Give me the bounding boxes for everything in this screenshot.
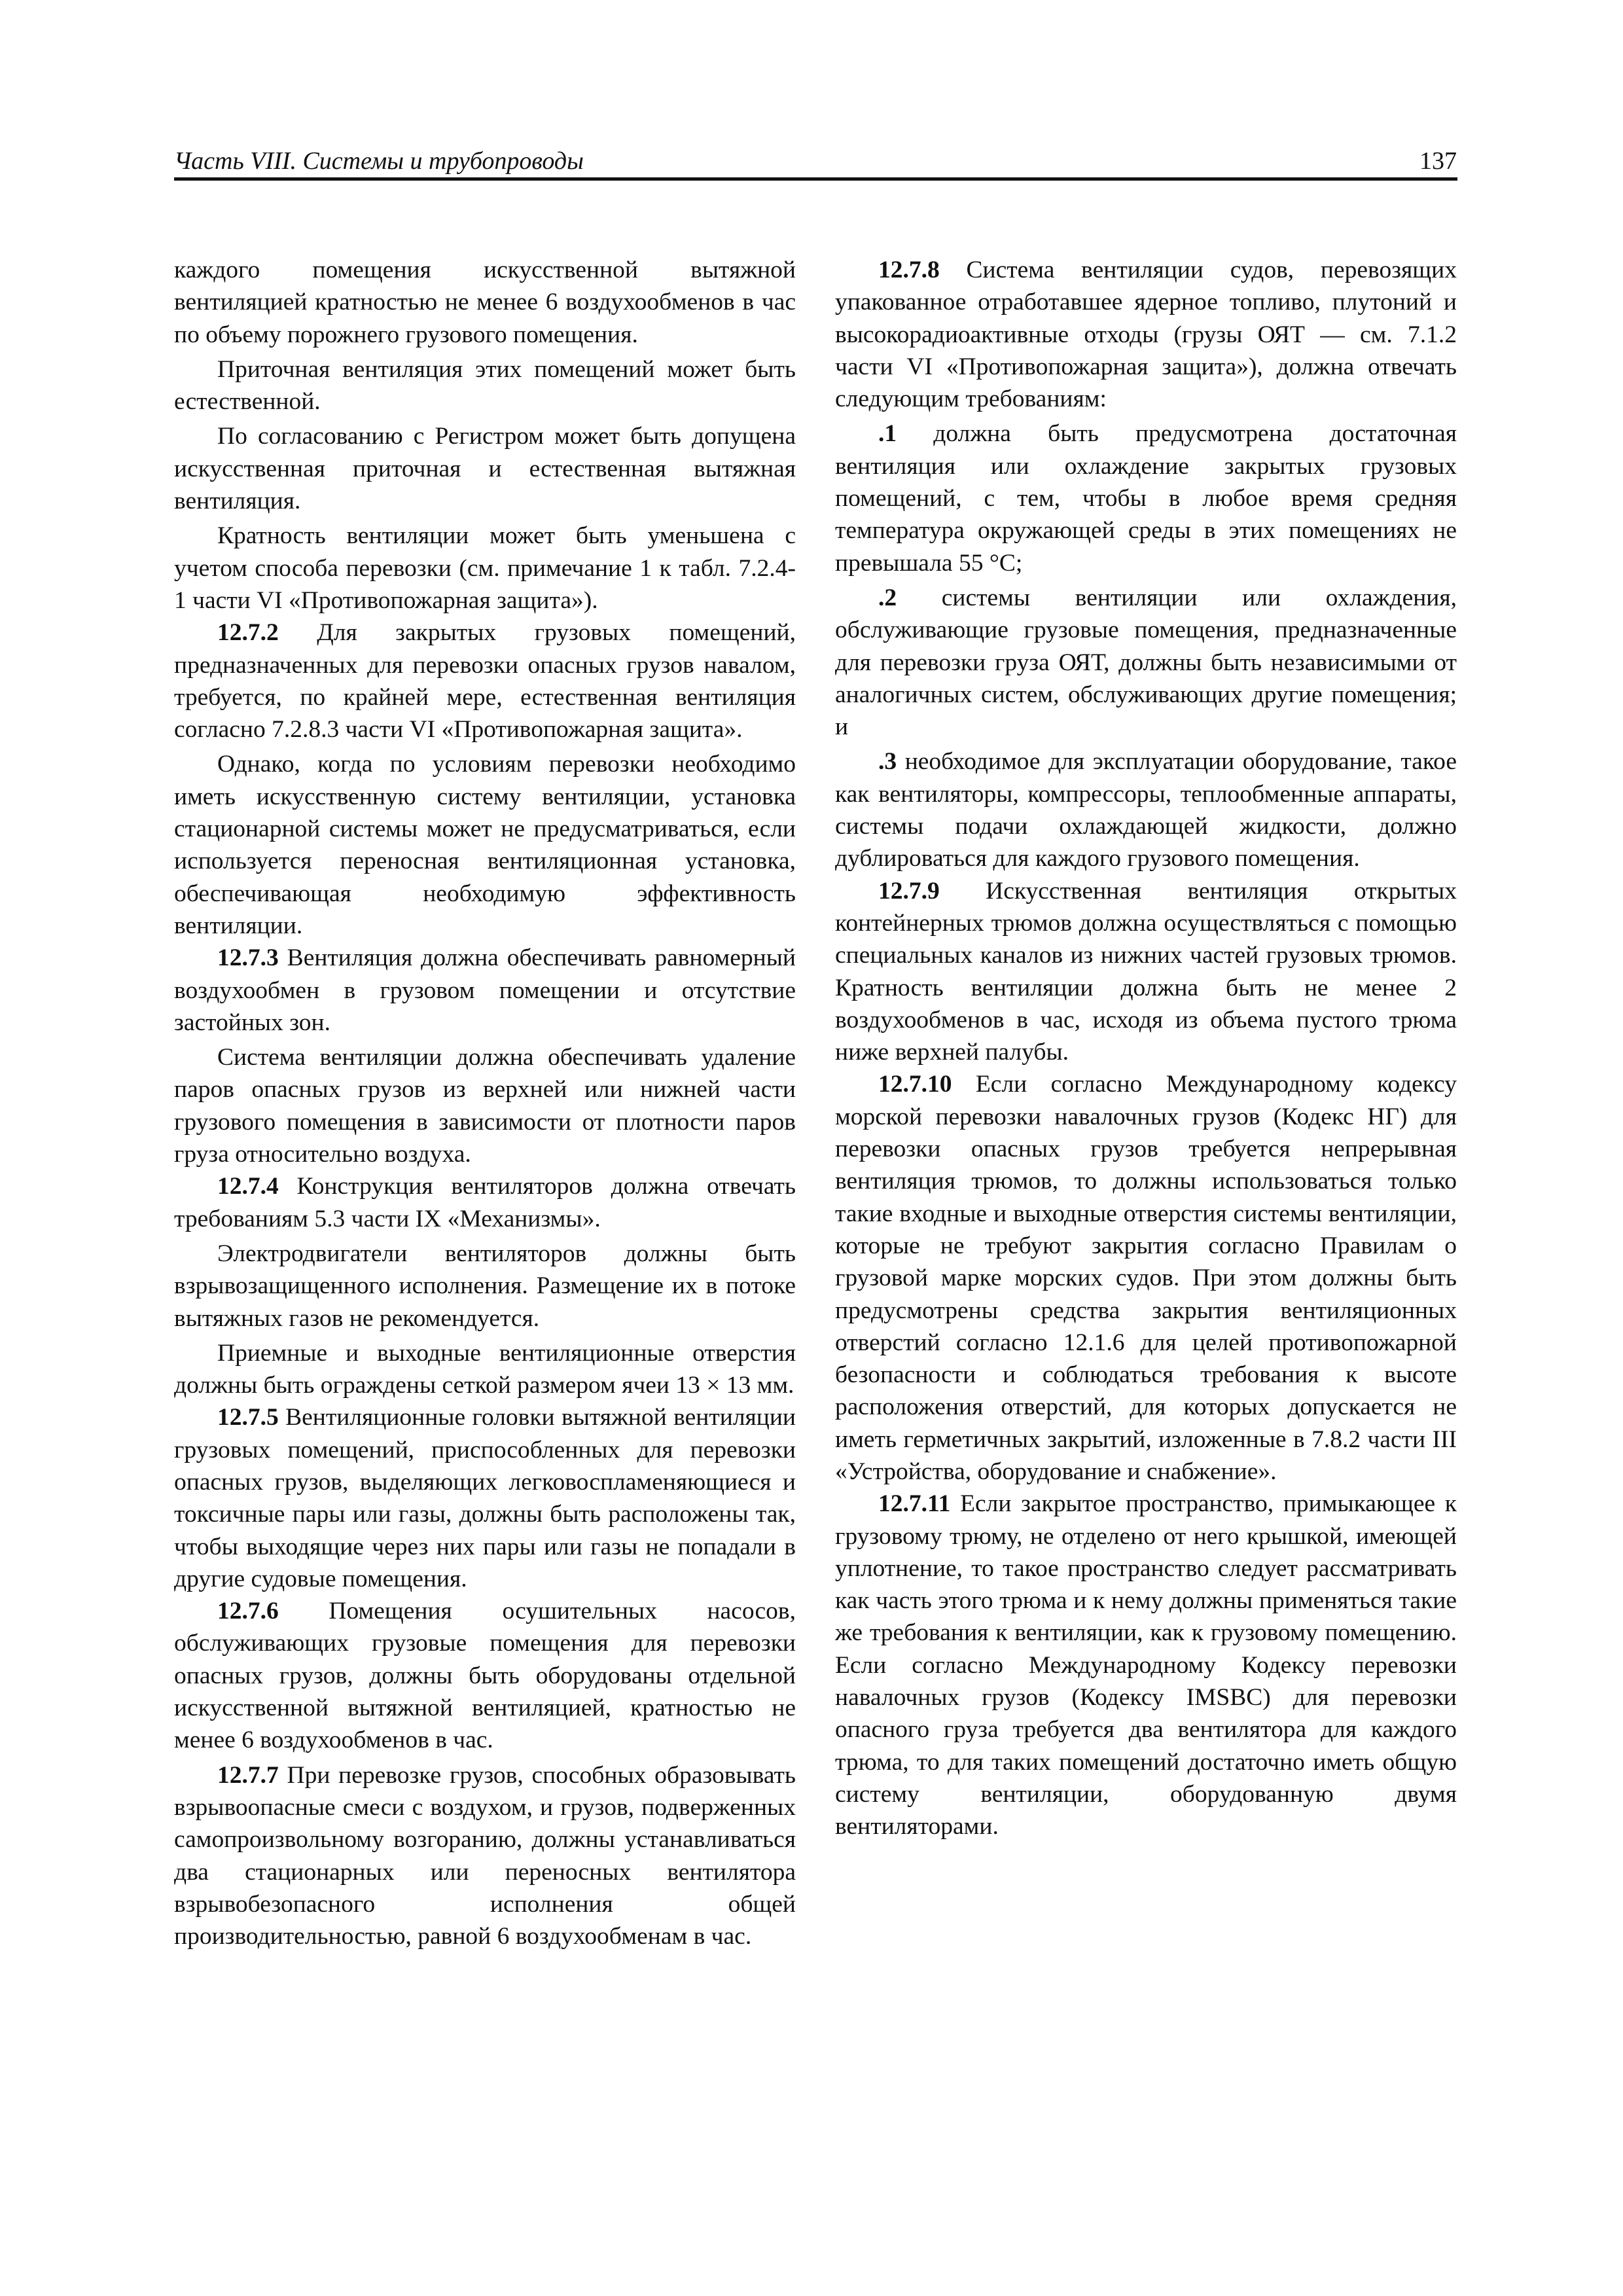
section-12-7-2: [174, 617, 796, 745]
paragraph: Однако, когда по условиям перевозки необходимо иметь искусственную систему вентиляции, установка стационарной системы может не предусматриваться, если используется переносная вентиляционная установка, обеспечивающая необходимую эффективность вентиляции.: [174, 751, 796, 939]
paragraph-text: Помещения осушительных насосов, обслуживающих грузовые помещения для перевозки опасных грузов, должны быть оборудованы отдельной искусственной вытяжной вентиляцией, кратностью не менее 6 воздухообменов в час.: [174, 1598, 796, 1754]
list-number: .1: [878, 420, 897, 448]
paragraph: Приемные и выходные вентиляционные отверстия должны быть ограждены сеткой размером ячеи 13 × 13 мм.: [174, 1339, 796, 1399]
section-number: 12.7.10: [878, 1071, 952, 1098]
page-number: 137: [1419, 147, 1457, 175]
section-12-7-6: [174, 1595, 796, 1756]
section-number: 12.7.4: [217, 1173, 279, 1200]
section-number: 12.7.5: [217, 1404, 279, 1431]
paragraph: По согласованию с Регистром может быть допущена искусственная приточная и естественная вытяжная вентиляция.: [174, 423, 796, 515]
header-title: Часть VIII. Системы и трубопроводы: [174, 147, 584, 175]
paragraph-text: должна быть предусмотрена достаточная вентиляция или охлаждение закрытых грузовых помещений, с тем, чтобы в любое время средняя температура окружающей среды в этих помещениях не превышала 55 °С;: [835, 420, 1457, 577]
left-column: [174, 254, 796, 1952]
paragraph: каждого помещения искусственной вытяжной вентиляцией кратностью не менее 6 воздухообменов в час по объему порожнего грузового помещения.: [174, 257, 796, 348]
section-number: 12.7.6: [217, 1598, 279, 1625]
section-number: 12.7.9: [878, 877, 940, 905]
list-item-2: [835, 582, 1457, 743]
paragraph: Система вентиляции должна обеспечивать удаление паров опасных грузов из верхней или нижней части грузового помещения в зависимости от плотности паров груза относительно воздуха.: [174, 1044, 796, 1168]
section-12-7-11: [835, 1488, 1457, 1842]
section-12-7-9: [835, 875, 1457, 1069]
paragraph-text: Если согласно Международному кодексу морской перевозки навалочных грузов (Кодекс НГ) для перевозки опасных грузов требуется непрерывная вентиляция трюмов, то должны использоваться только такие входные и выходные отверстия системы вентиляции, которые не требуют закрытия согласно Правилам о грузовой марке морских судов. При этом должны быть предусмотрены средства закрытия вентиляционных отверстий согласно 12.1.6 для целей противопожарной безопасности и соблюдаться требования к высоте расположения отверстий, для которых допускается не иметь герметичных закрытий, изложенные в 7.8.2 части III «Устройства, оборудование и снабжение».: [835, 1071, 1457, 1485]
paragraph-text: Конструкция вентиляторов должна отвечать требованиям 5.3 части IX «Механизмы».: [174, 1173, 796, 1232]
section-12-7-10: [835, 1068, 1457, 1488]
section-12-7-8: [835, 254, 1457, 415]
section-number: 12.7.8: [878, 257, 940, 283]
section-number: 12.7.7: [217, 1761, 279, 1789]
paragraph-text: системы вентиляции или охлаждения, обслуживающие грузовые помещения, предназначенные для перевозки груза ОЯТ, должны быть независимыми от аналогичных систем, обслуживающих другие помещения; и: [835, 584, 1457, 741]
paragraph-text: Система вентиляции судов, перевозящих упакованное отработавшее ядерное топливо, плутоний и высокорадиоактивные отходы (грузы ОЯТ — см. 7.1.2 части VI «Противопожарная защита»), должна отвечать следующим требованиям:: [835, 257, 1457, 413]
section-number: 12.7.3: [217, 944, 279, 972]
list-number: .2: [878, 584, 897, 611]
header-rule: [174, 177, 1457, 181]
paragraph: Кратность вентиляции может быть уменьшена с учетом способа перевозки (см. примечание 1 к табл. 7.2.4-1 части VI «Противопожарная защита»).: [174, 522, 796, 614]
section-12-7-5: [174, 1401, 796, 1595]
paragraph: Электродвигатели вентиляторов должны быть взрывозащищенного исполнения. Размещение их в потоке вытяжных газов не рекомендуется.: [174, 1240, 796, 1332]
paragraph-text: Искусственная вентиляция открытых контейнерных трюмов должна осуществляться с помощью специальных каналов из нижних частей грузовых трюмов. Кратность вентиляции должна быть не менее 2 воздухообменов в час, исходя из объема пустого трюма ниже верхней палубы.: [835, 877, 1457, 1066]
section-12-7-7: [174, 1759, 796, 1953]
paragraph: Приточная вентиляция этих помещений может быть естественной.: [174, 355, 796, 416]
section-12-7-4: [174, 1170, 796, 1235]
paragraph-text: Вентиляционные головки вытяжной вентиляции грузовых помещений, приспособленных для перевозки опасных грузов, выделяющих легковоспламеняющиеся и токсичные пары или газы, должны быть расположены так, чтобы выходящие через них пары или газы не попадали в другие судовые помещения.: [174, 1404, 796, 1592]
list-item-3: [835, 745, 1457, 874]
paragraph-text: При перевозке грузов, способных образовывать взрывоопасные смеси с воздухом, и грузов, подверженных самопроизвольному возгоранию, должны устанавливаться два стационарных или переносных вентилятора взрывобезопасного исполнения общей производительностью, равной 6 воздухообменам в час.: [174, 1761, 796, 1950]
section-number: 12.7.11: [878, 1490, 951, 1518]
section-12-7-3: [174, 942, 796, 1039]
section-number: 12.7.2: [217, 619, 279, 647]
list-number: .3: [878, 748, 897, 776]
paragraph-text: Для закрытых грузовых помещений, предназначенных для перевозки опасных грузов навалом, требуется, по крайней мере, естественная вентиляция согласно 7.2.8.3 части VI «Противопожарная защита».: [174, 619, 796, 744]
list-item-1: [835, 418, 1457, 579]
paragraph-text: необходимое для эксплуатации оборудование, такое как вентиляторы, компрессоры, теплообменные аппараты, системы подачи охлаждающей жидкости, должно дублироваться для каждого грузового помещения.: [835, 748, 1457, 872]
paragraph-text: Вентиляция должна обеспечивать равномерный воздухообмен в грузовом помещении и отсутствие застойных зон.: [174, 944, 796, 1036]
paragraph-text: Если закрытое пространство, примыкающее к грузовому трюму, не отделено от него крышкой, имеющей уплотнение, то такое пространство следует рассматривать как часть этого трюма и к нему должны применяться такие же требования к вентиляции, как к грузовому помещению. Если согласно Международному Кодексу перевозки навалочных грузов (Кодексу IMSBC) для перевозки опасного груза требуется два вентилятора для каждого трюма, то для таких помещений достаточно иметь общую систему вентиляции, оборудованную двумя вентиляторами.: [835, 1490, 1457, 1840]
right-column: [835, 254, 1457, 1843]
running-header: [174, 145, 1457, 177]
